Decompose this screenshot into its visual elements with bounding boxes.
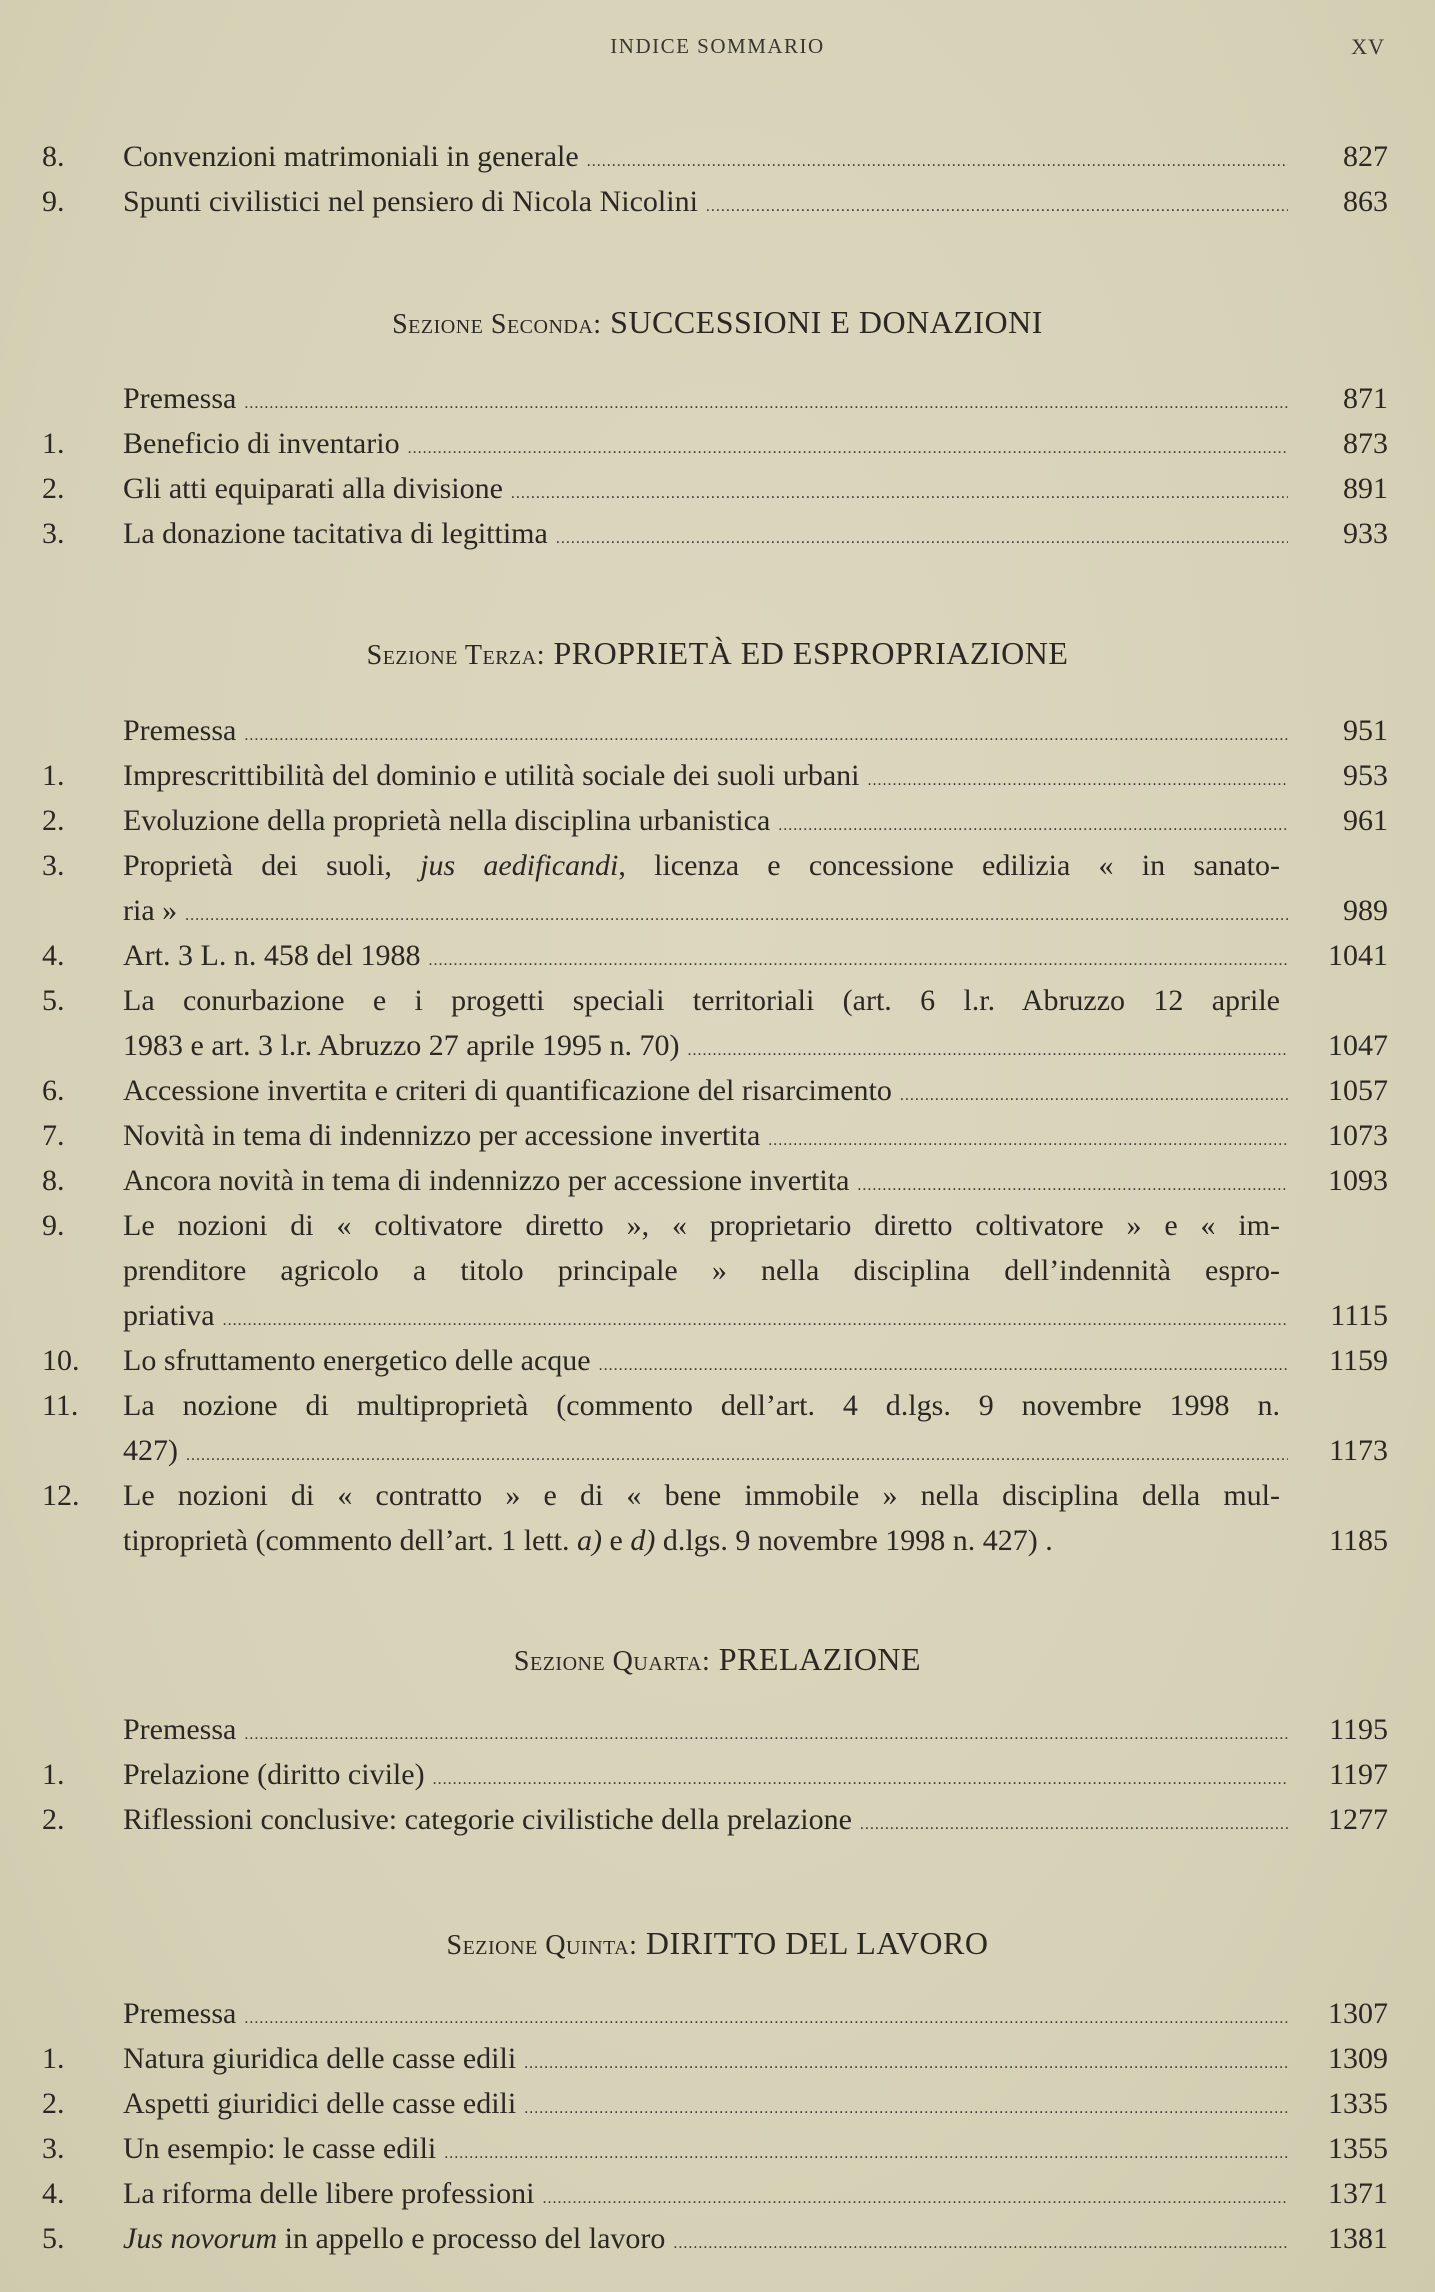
dot-leader <box>428 938 1288 983</box>
toc-entry[interactable] <box>0 933 1435 978</box>
entry-title-text: priativa <box>123 1299 215 1332</box>
entry-title <box>123 2081 1288 2131</box>
entry-title-text: Le nozioni di « coltivatore diretto », « proprietario diretto coltivatore » e « im- <box>123 1209 1280 1242</box>
entry-title <box>123 1383 1288 1473</box>
page-number[interactable]: 951 <box>1343 714 1388 747</box>
toc-section-terza <box>0 708 1435 1563</box>
italic-term: a) <box>577 1524 603 1557</box>
toc-entry[interactable] <box>0 753 1435 798</box>
page-number[interactable]: 891 <box>1343 472 1388 505</box>
toc-entry[interactable] <box>0 421 1435 466</box>
entry-title <box>123 1752 1288 1802</box>
entry-title <box>123 1991 1288 2041</box>
entry-number: 12. <box>42 1479 80 1512</box>
entry-title-text: Premessa <box>123 1713 237 1746</box>
page-number[interactable]: 1381 <box>1328 2222 1388 2255</box>
entry-title-text: Novità in tema di indennizzo per accessione invertita <box>123 1119 761 1152</box>
entry-title-line <box>123 1473 1288 1518</box>
toc-entry[interactable] <box>0 1752 1435 1797</box>
entry-number: 7. <box>42 1119 65 1152</box>
toc-entry[interactable] <box>0 2171 1435 2216</box>
toc-entry[interactable] <box>0 466 1435 511</box>
entry-title <box>123 1158 1288 1208</box>
dot-leader <box>768 1118 1288 1163</box>
dot-leader <box>244 1712 1288 1757</box>
entry-title-text: La riforma delle libere professioni <box>123 2177 535 2210</box>
dot-leader <box>688 1028 1288 1068</box>
entry-number: 11. <box>42 1389 79 1422</box>
page-number[interactable]: 1185 <box>1329 1524 1388 1557</box>
toc-entry[interactable] <box>0 1113 1435 1158</box>
entry-number: 1. <box>42 427 65 460</box>
entry-title-line <box>123 978 1288 1023</box>
toc-entry[interactable] <box>0 708 1435 753</box>
entry-title-line <box>123 843 1288 888</box>
entry-number: 3. <box>42 517 65 550</box>
dot-leader <box>433 1757 1288 1802</box>
toc-continued-entries <box>0 134 1435 224</box>
dot-leader <box>778 803 1288 848</box>
page-number[interactable]: 989 <box>1343 894 1388 927</box>
dot-leader <box>587 139 1288 184</box>
entry-title-text: Evoluzione della proprietà nella disciplina urbanistica <box>123 804 771 837</box>
toc-section-seconda <box>0 376 1435 556</box>
entry-title-text: Premessa <box>123 1997 237 2030</box>
entry-title-line <box>123 888 1288 933</box>
entry-number: 4. <box>42 939 65 972</box>
entry-title <box>123 843 1288 933</box>
entry-title <box>123 798 1288 848</box>
toc-section-quinta <box>0 1991 1435 2261</box>
entry-number: 1. <box>42 759 65 792</box>
entry-number: 3. <box>42 2132 65 2165</box>
dot-leader <box>857 1163 1288 1208</box>
entry-title-text: Jus novorum in appello e processo del lavoro <box>123 2222 666 2255</box>
page-number[interactable]: 1159 <box>1329 1344 1388 1377</box>
dot-leader <box>185 893 1288 933</box>
page-number[interactable]: 1057 <box>1328 1074 1388 1107</box>
entry-title-line <box>123 1023 1288 1068</box>
toc-entry[interactable] <box>0 978 1435 1068</box>
dot-leader <box>444 2131 1288 2176</box>
section-heading: PRELAZIONE <box>718 1641 922 1677</box>
running-head <box>0 30 1435 70</box>
dot-leader <box>543 2176 1288 2221</box>
page-number[interactable]: 1307 <box>1328 1997 1388 2030</box>
page-number[interactable]: 827 <box>1343 140 1388 173</box>
entry-title-text: ria » <box>123 894 178 927</box>
running-head-title: INDICE SOMMARIO <box>610 34 825 58</box>
page-number[interactable]: 1277 <box>1328 1803 1388 1836</box>
section-heading: PROPRIETÀ ED ESPROPRIAZIONE <box>553 635 1069 671</box>
dot-leader <box>244 1996 1288 2041</box>
entry-title <box>123 2216 1288 2266</box>
entry-title <box>123 1797 1288 1847</box>
toc-entry[interactable] <box>0 1383 1435 1473</box>
dot-leader <box>186 1433 1288 1473</box>
entry-number: 2. <box>42 2087 65 2120</box>
entry-title <box>123 421 1288 471</box>
entry-title-text: Art. 3 L. n. 458 del 1988 <box>123 939 421 972</box>
page-number[interactable]: 933 <box>1343 517 1388 550</box>
entry-title-text: Riflessioni conclusive: categorie civilistiche della prelazione <box>123 1803 852 1836</box>
page-number[interactable]: 1047 <box>1328 1029 1388 1062</box>
entry-title-text: Imprescrittibilità del dominio e utilità sociale dei suoli urbani <box>123 759 860 792</box>
entry-number: 8. <box>42 140 65 173</box>
section-prefix: Sezione Quinta: <box>446 1930 638 1961</box>
entry-title <box>123 2126 1288 2176</box>
section-title-quarta <box>0 1641 1435 1678</box>
entry-title-text: Un esempio: le casse edili <box>123 2132 437 2165</box>
page-number[interactable]: 1173 <box>1329 1434 1388 1467</box>
toc-entry[interactable] <box>0 798 1435 843</box>
page-folio: XV <box>1351 34 1385 59</box>
section-heading: DIRITTO DEL LAVORO <box>645 1925 989 1961</box>
toc-entry[interactable] <box>0 1158 1435 1203</box>
entry-title-text: Premessa <box>123 382 237 415</box>
dot-leader <box>223 1298 1288 1338</box>
toc-entry[interactable] <box>0 1338 1435 1383</box>
toc-entry[interactable] <box>0 134 1435 179</box>
dot-leader <box>599 1343 1288 1388</box>
toc-entry[interactable] <box>0 843 1435 933</box>
entry-title-text: Le nozioni di « contratto » e di « bene immobile » nella disciplina della mul- <box>123 1479 1280 1512</box>
entry-number: 5. <box>42 2222 65 2255</box>
entry-number: 1. <box>42 2042 65 2075</box>
page-number[interactable]: 961 <box>1343 804 1388 837</box>
entry-title-line <box>123 1518 1288 1563</box>
entry-title <box>123 134 1288 184</box>
entry-title-text: La conurbazione e i progetti speciali territoriali (art. 6 l.r. Abruzzo 12 aprile <box>123 984 1280 1017</box>
dot-leader <box>706 184 1288 229</box>
entry-title <box>123 511 1288 561</box>
entry-title-text: Gli atti equiparati alla divisione <box>123 472 503 505</box>
entry-title <box>123 466 1288 516</box>
entry-title-text: 1983 e art. 3 l.r. Abruzzo 27 aprile 1995 n. 70) <box>123 1029 680 1062</box>
entry-title-text: 427) <box>123 1434 178 1467</box>
page-number[interactable]: 871 <box>1343 382 1388 415</box>
dot-leader <box>524 2041 1288 2086</box>
toc-entry[interactable] <box>0 1068 1435 1113</box>
toc-entry[interactable] <box>0 2081 1435 2126</box>
entry-title <box>123 1068 1288 1118</box>
page-number[interactable]: 1335 <box>1328 2087 1388 2120</box>
entry-title-line <box>123 1248 1288 1293</box>
toc-entry[interactable] <box>0 179 1435 224</box>
section-prefix: Sezione Quarta: <box>513 1646 711 1677</box>
toc-entry[interactable] <box>0 1797 1435 1842</box>
toc-entry[interactable] <box>0 2126 1435 2171</box>
entry-title <box>123 933 1288 983</box>
entry-title <box>123 978 1288 1068</box>
entry-title <box>123 1473 1288 1563</box>
entry-number: 2. <box>42 804 65 837</box>
toc-entry[interactable] <box>0 376 1435 421</box>
entry-title-text: Premessa <box>123 714 237 747</box>
entry-title-text: Prelazione (diritto civile) <box>123 1758 425 1791</box>
section-title-seconda <box>0 304 1435 341</box>
page-number[interactable]: 1355 <box>1328 2132 1388 2165</box>
dot-leader <box>524 2086 1288 2131</box>
entry-title <box>123 1113 1288 1163</box>
italic-term: Jus novorum <box>123 2222 278 2255</box>
dot-leader <box>900 1073 1288 1118</box>
page-number[interactable]: 953 <box>1343 759 1388 792</box>
dot-leader <box>556 516 1288 561</box>
dot-leader <box>244 713 1288 758</box>
entry-title <box>123 753 1288 803</box>
section-title-terza <box>0 635 1435 672</box>
entry-number: 2. <box>42 1803 65 1836</box>
toc-entry[interactable] <box>0 1473 1435 1563</box>
toc-section-quarta <box>0 1707 1435 1842</box>
entry-number: 5. <box>42 984 65 1017</box>
dot-leader <box>868 758 1289 803</box>
entry-title-text: La nozione di multiproprietà (commento dell’art. 4 d.lgs. 9 novembre 1998 n. <box>123 1389 1280 1422</box>
entry-title-text: Convenzioni matrimoniali in generale <box>123 140 579 173</box>
page-number[interactable]: 1093 <box>1328 1164 1388 1197</box>
entry-number: 9. <box>42 185 65 218</box>
toc-entry[interactable] <box>0 2036 1435 2081</box>
section-heading: SUCCESSIONI E DONAZIONI <box>610 304 1043 340</box>
entry-title-text: Lo sfruttamento energetico delle acque <box>123 1344 591 1377</box>
entry-number: 3. <box>42 849 65 882</box>
section-prefix: Sezione Seconda: <box>392 309 602 340</box>
italic-term: jus aedificandi <box>420 849 619 882</box>
entry-title-line <box>123 1203 1288 1248</box>
section-prefix: Sezione Terza: <box>366 640 545 671</box>
entry-title <box>123 708 1288 758</box>
entry-title <box>123 1707 1288 1757</box>
entry-title-line <box>123 1428 1288 1473</box>
toc-entry[interactable] <box>0 2216 1435 2261</box>
entry-number: 9. <box>42 1209 65 1242</box>
entry-number: 1. <box>42 1758 65 1791</box>
toc-entry[interactable] <box>0 511 1435 556</box>
entry-title <box>123 1203 1288 1338</box>
italic-term: d) <box>630 1524 656 1557</box>
toc-entry[interactable] <box>0 1707 1435 1752</box>
entry-title-text: prenditore agricolo a titolo principale » nella disciplina dell’indennità espro- <box>123 1254 1280 1287</box>
dot-leader <box>860 1802 1288 1847</box>
dot-leader <box>511 471 1288 516</box>
entry-title <box>123 376 1288 426</box>
entry-title-text: Aspetti giuridici delle casse edili <box>123 2087 517 2120</box>
entry-title <box>123 179 1288 229</box>
entry-title-line <box>123 1383 1288 1428</box>
entry-number: 10. <box>42 1344 80 1377</box>
dot-leader <box>408 426 1288 471</box>
page-number[interactable]: 1115 <box>1330 1299 1388 1332</box>
dot-leader <box>673 2221 1288 2266</box>
entry-title-text: tiproprietà (commento dell’art. 1 lett. a) e d) d.lgs. 9 novembre 1998 n. 427) . <box>123 1524 1053 1557</box>
entry-title-text: Spunti civilistici nel pensiero di Nicola Nicolini <box>123 185 698 218</box>
page-number[interactable]: 1195 <box>1329 1713 1388 1746</box>
entry-title-text: Natura giuridica delle casse edili <box>123 2042 517 2075</box>
page-number[interactable]: 1371 <box>1328 2177 1388 2210</box>
entry-title <box>123 2171 1288 2221</box>
entry-title-text: Ancora novità in tema di indennizzo per accessione invertita <box>123 1164 850 1197</box>
entry-title-text: La donazione tacitativa di legittima <box>123 517 548 550</box>
toc-entry[interactable] <box>0 1991 1435 2036</box>
page-number[interactable]: 873 <box>1343 427 1388 460</box>
entry-title <box>123 2036 1288 2086</box>
entry-number: 2. <box>42 472 65 505</box>
toc-entry[interactable] <box>0 1203 1435 1338</box>
page-number[interactable]: 1073 <box>1328 1119 1388 1152</box>
entry-title-text: Beneficio di inventario <box>123 427 400 460</box>
page-number[interactable]: 863 <box>1343 185 1388 218</box>
section-title-quinta <box>0 1925 1435 1962</box>
dot-leader <box>244 381 1288 426</box>
entry-title-text: Proprietà dei suoli, jus aedificandi, licenza e concessione edilizia « in sanato- <box>123 849 1280 882</box>
entry-title <box>123 1338 1288 1388</box>
page-number[interactable]: 1197 <box>1329 1758 1388 1791</box>
entry-number: 6. <box>42 1074 65 1107</box>
entry-title-text: Accessione invertita e criteri di quantificazione del risarcimento <box>123 1074 892 1107</box>
entry-number: 8. <box>42 1164 65 1197</box>
entry-title-line <box>123 1293 1288 1338</box>
page-number[interactable]: 1309 <box>1328 2042 1388 2075</box>
entry-number: 4. <box>42 2177 65 2210</box>
page-number[interactable]: 1041 <box>1328 939 1388 972</box>
